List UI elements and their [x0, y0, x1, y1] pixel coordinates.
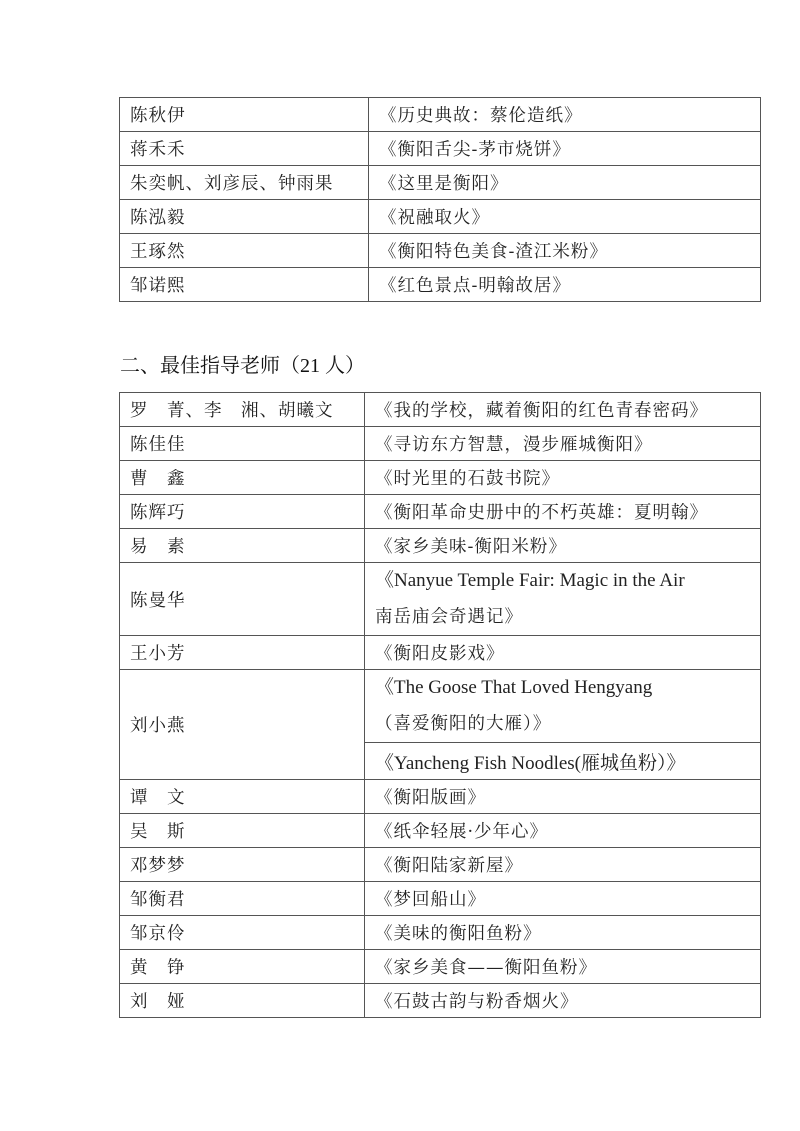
- work-cell: 《纸伞轻展·少年心》: [365, 814, 761, 848]
- work-cell: 《寻访东方智慧，漫步雁城衡阳》: [365, 427, 761, 461]
- name-cell: 谭 文: [120, 780, 365, 814]
- name-cell: 邓梦梦: [120, 848, 365, 882]
- work-cell: 《衡阳特色美食-渣江米粉》: [369, 234, 761, 268]
- section-heading-count: （21 人）: [280, 355, 365, 377]
- table-row: [120, 268, 761, 302]
- work-cell: [365, 670, 761, 743]
- work-line: 《Nanyue Temple Fair: Magic in the Air: [375, 570, 685, 591]
- name-cell: 王小芳: [120, 636, 365, 670]
- work-cell: 《Yancheng Fish Noodles(雁城鱼粉）》: [365, 743, 761, 780]
- section-heading: [120, 349, 365, 378]
- table-row: [120, 427, 761, 461]
- work-cell: 《家乡美味-衡阳米粉》: [365, 529, 761, 563]
- work-line: 《The Goose That Loved Hengyang: [375, 677, 653, 698]
- work-cell: 《家乡美食——衡阳鱼粉》: [365, 950, 761, 984]
- table-row: [120, 166, 761, 200]
- table-row: [120, 461, 761, 495]
- work-line: （喜爱衡阳的大雁）》: [375, 714, 552, 734]
- name-cell: 刘 娅: [120, 984, 365, 1018]
- name-cell: 陈辉巧: [120, 495, 365, 529]
- work-cell: 《衡阳皮影戏》: [365, 636, 761, 670]
- table-row: [120, 950, 761, 984]
- table-row: [120, 636, 761, 670]
- work-cell: 《历史典故：蔡伦造纸》: [369, 98, 761, 132]
- name-cell: 邹京伶: [120, 916, 365, 950]
- name-cell: 陈佳佳: [120, 427, 365, 461]
- awards-table-teachers: [119, 392, 761, 1018]
- table-row: [120, 984, 761, 1018]
- table-row: [120, 495, 761, 529]
- name-cell: 陈泓毅: [120, 200, 369, 234]
- work-cell: 《衡阳舌尖-茅市烧饼》: [369, 132, 761, 166]
- name-cell: 朱奕帆、刘彦辰、钟雨果: [120, 166, 369, 200]
- name-cell: 陈曼华: [120, 563, 365, 636]
- table-row: [120, 529, 761, 563]
- name-cell: 蒋禾禾: [120, 132, 369, 166]
- work-cell: 《红色景点-明翰故居》: [369, 268, 761, 302]
- name-cell: 陈秋伊: [120, 98, 369, 132]
- name-cell: 吴 斯: [120, 814, 365, 848]
- table-row: [120, 200, 761, 234]
- name-cell: 黄 铮: [120, 950, 365, 984]
- work-cell: 《衡阳革命史册中的不朽英雄：夏明翰》: [365, 495, 761, 529]
- name-cell: 邹衡君: [120, 882, 365, 916]
- name-cell: 王琢然: [120, 234, 369, 268]
- table-row: [120, 780, 761, 814]
- table-row: [120, 98, 761, 132]
- work-line: 南岳庙会奇遇记》: [375, 607, 523, 627]
- work-cell: 《时光里的石鼓书院》: [365, 461, 761, 495]
- table-row: [120, 132, 761, 166]
- work-cell: [365, 563, 761, 636]
- table-row: [120, 670, 761, 743]
- work-cell: 《这里是衡阳》: [369, 166, 761, 200]
- name-cell: 易 素: [120, 529, 365, 563]
- section-heading-title: 二、最佳指导老师: [120, 353, 280, 377]
- table-row: [120, 393, 761, 427]
- work-cell: 《衡阳陆家新屋》: [365, 848, 761, 882]
- name-cell: 邹诺熙: [120, 268, 369, 302]
- work-cell: 《梦回船山》: [365, 882, 761, 916]
- table-row: [120, 814, 761, 848]
- name-cell: 罗 菁、李 湘、胡曦文: [120, 393, 365, 427]
- work-cell: 《衡阳版画》: [365, 780, 761, 814]
- name-cell: 曹 鑫: [120, 461, 365, 495]
- work-cell: 《祝融取火》: [369, 200, 761, 234]
- table-row: [120, 916, 761, 950]
- name-cell: 刘小燕: [120, 670, 365, 780]
- table-row: [120, 563, 761, 636]
- table-row: [120, 848, 761, 882]
- awards-table-students: [119, 97, 761, 302]
- work-cell: 《我的学校，藏着衡阳的红色青春密码》: [365, 393, 761, 427]
- work-cell: 《石鼓古韵与粉香烟火》: [365, 984, 761, 1018]
- table-row: [120, 234, 761, 268]
- table-row: [120, 882, 761, 916]
- work-cell: 《美味的衡阳鱼粉》: [365, 916, 761, 950]
